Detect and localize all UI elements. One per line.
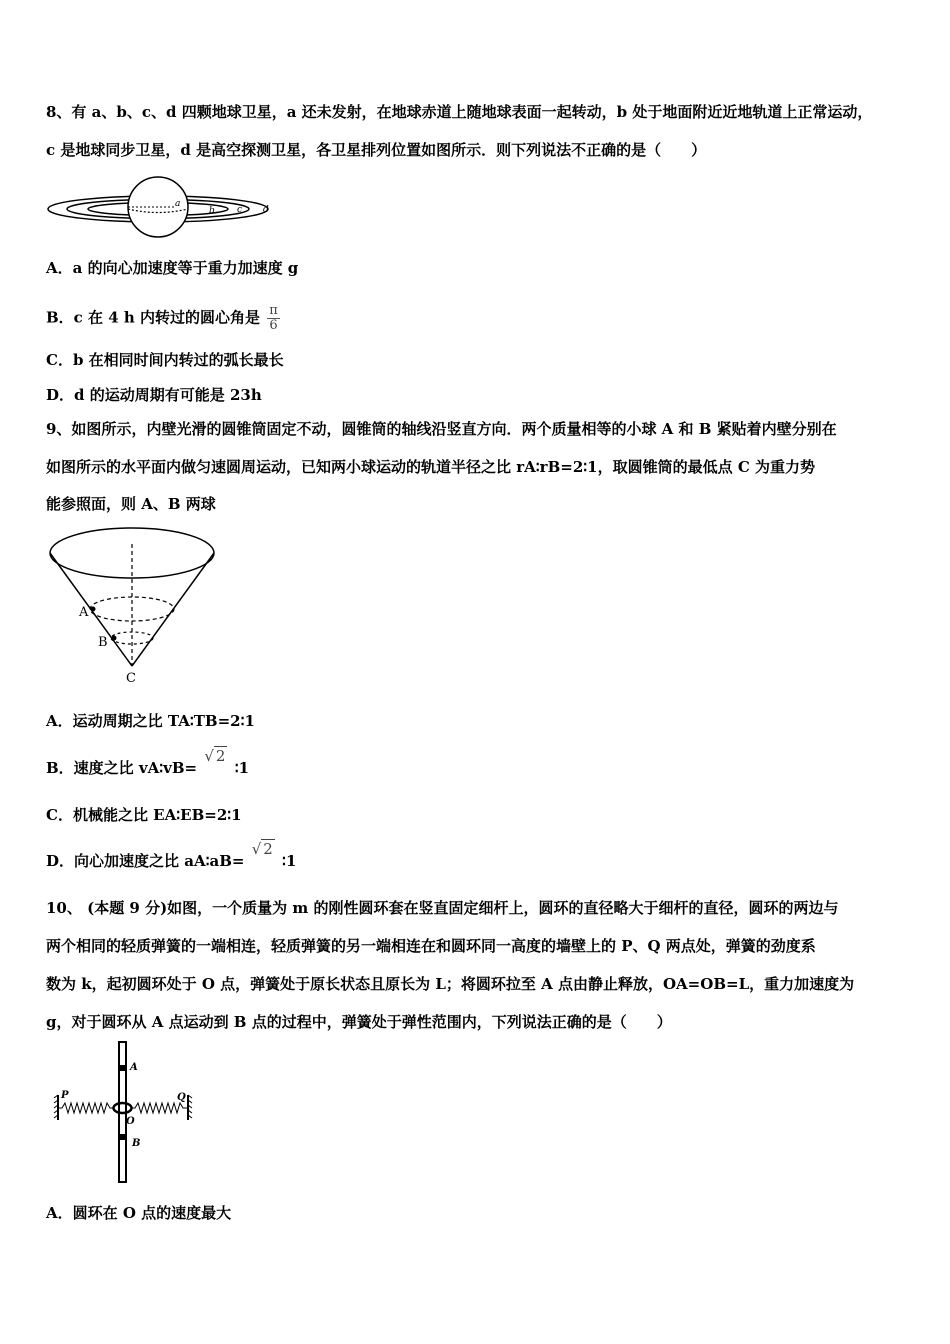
q9-option-b [46, 747, 250, 778]
label-A: A [130, 1062, 138, 1073]
radicand: 2 [263, 840, 273, 858]
ball-b [112, 636, 117, 641]
radicand: 2 [215, 747, 226, 765]
label-C: C [126, 671, 136, 686]
q10-spring-figure [52, 1040, 197, 1185]
spring-left [58, 1103, 114, 1113]
label-a: a [175, 199, 181, 209]
q10-stem-line3: 数为 k，起初圆环处于 O 点，弹簧处于原长状态且原长为 L；将圆环拉至 A 点由静止释放，OA=OB=L，重力加速度为 [46, 975, 855, 993]
spring-right [131, 1103, 188, 1113]
q9-option-d-tail: ∶1 [282, 852, 297, 870]
sqrt-2: √ 2 [204, 747, 226, 765]
q8-orbit-figure [46, 176, 286, 242]
ball-a [91, 607, 96, 612]
q9-option-b-tail: ∶1 [234, 759, 250, 777]
q9-option-d-text: D．向心加速度之比 aA∶aB= [46, 852, 245, 870]
q8-stem-line1: 8、有 a、b、c、d 四颗地球卫星，a 还未发射，在地球赤道上随地球表面一起转动，b 处于地面附近近地轨道上正常运动， [46, 103, 873, 121]
label-B: B [98, 635, 108, 650]
fraction-denominator: 6 [269, 318, 278, 333]
label-B: B [132, 1138, 141, 1149]
q9-option-c: C．机械能之比 EA∶EB=2∶1 [46, 806, 242, 824]
fraction-numerator: π [269, 303, 278, 318]
q10-stem-line2: 两个相同的轻质弹簧的一端相连，轻质弹簧的另一端相连在和圆环同一高度的墙壁上的 P、Q 两点处，弹簧的劲度系 [46, 937, 816, 955]
label-A: A [79, 605, 89, 620]
label-O: O [126, 1116, 135, 1127]
q10-stem-line4: g，对于圆环从 A 点运动到 B 点的过程中，弹簧处于弹性范围内，下列说法正确的是（ ） [46, 1013, 672, 1031]
label-c: c [237, 205, 243, 215]
q8-option-b-text: B．c 在 4 h 内转过的圆心角是 [46, 308, 261, 327]
q8-option-a: A．a 的向心加速度等于重力加速度 g [46, 259, 299, 277]
label-b: b [209, 206, 215, 216]
q8-option-c: C．b 在相同时间内转过的弧长最长 [46, 351, 284, 369]
q10-stem-line1: 10、 (本题 9 分)如图，一个质量为 m 的刚性圆环套在竖直固定细杆上，圆环的直径略大于细杆的直径，圆环的两边与 [46, 899, 839, 917]
label-P: P [61, 1090, 69, 1101]
q8-option-d: D．d 的运动周期有可能是 23h [46, 386, 262, 404]
q8-stem-line2: c 是地球同步卫星，d 是高空探测卫星，各卫星排列位置如图所示．则下列说法不正确的是（ ） [46, 141, 707, 159]
q9-option-a: A．运动周期之比 TA∶TB=2∶1 [46, 712, 255, 730]
q10-option-a: A．圆环在 O 点的速度最大 [46, 1204, 232, 1222]
q9-option-d [46, 840, 297, 871]
q9-stem-line1: 9、如图所示，内壁光滑的圆锥筒固定不动，圆锥筒的轴线沿竖直方向．两个质量相等的小球 A 和 B 紧贴着内壁分别在 [46, 420, 837, 438]
q9-stem-line2: 如图所示的水平面内做匀速圆周运动，已知两小球运动的轨道半径之比 rA∶rB=2∶1，取圆锥筒的最低点 C 为重力势 [46, 458, 815, 476]
q8-option-b [46, 304, 280, 333]
label-Q: Q [177, 1092, 186, 1103]
sqrt-2: √ 2 [251, 840, 273, 858]
pi-over-6-fraction [267, 304, 280, 333]
q9-option-b-text: B．速度之比 vA∶vB= [46, 759, 198, 777]
label-d: d [263, 205, 269, 215]
q9-stem-line3: 能参照面，则 A、B 两球 [46, 495, 216, 513]
q9-cone-figure [46, 526, 226, 688]
